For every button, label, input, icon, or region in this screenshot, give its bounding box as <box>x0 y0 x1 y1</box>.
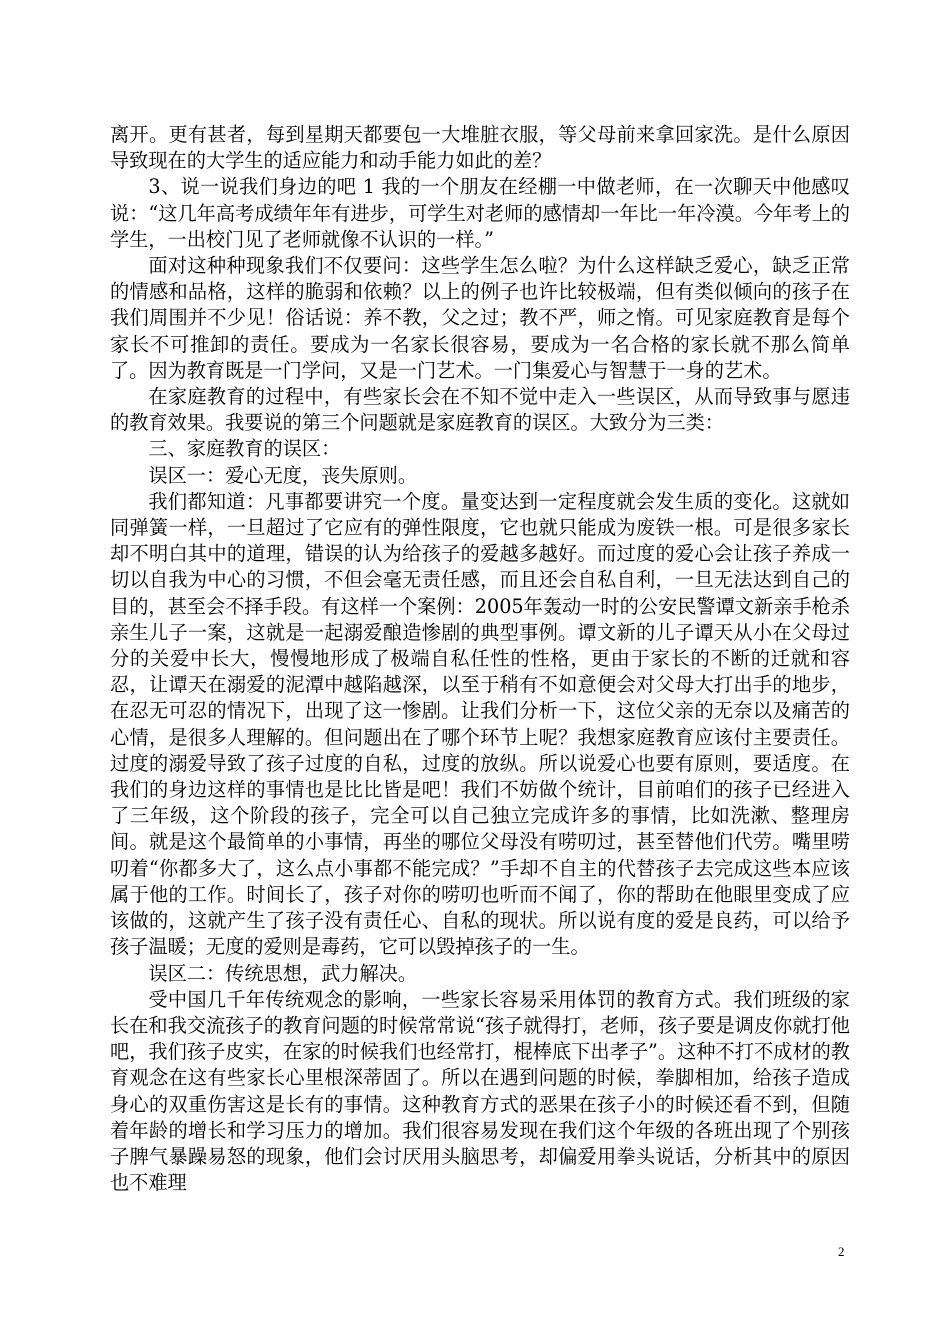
paragraph: 我们都知道：凡事都要讲究一个度。量变达到一定程度就会发生质的变化。这就如同弹簧一样，一旦超过了它应有的弹性限度，它也就只能成为废铁一根。可是很多家长却不明白其中的道理，错误的认为给孩子的爱越多越好。而过度的爱心会让孩子养成一切以自我为中心的习惯，不但会毫无责任感，而且还会自私自利，一旦无法达到自己的目的，甚至会不择手段。有这样一个案例：2005年轰动一时的公安民警谭文新亲手枪杀亲生儿子一案，这就是一起溺爱酿造惨剧的典型事例。谭文新的儿子谭天从小在父母过分的关爱中长大，慢慢地形成了极端自私任性的性格，更由于家长的不断的迁就和容忍，让谭天在溺爱的泥潭中越陷越深，以至于稍有不如意便会对父母大打出手的地步，在忍无可忍的情况下，出现了这一惨剧。让我们分析一下，这位父亲的无奈以及痛苦的心情，是很多人理解的。但问题出在了哪个环节上呢？我想家庭教育应该付主要责任。过度的溺爱导致了孩子过度的自私，过度的放纵。所以说爱心也要有原则，要适度。在我们的身边这样的事情也是比比皆是吧！我们不妨做个统计，目前咱们的孩子已经进入了三年级，这个阶段的孩子，完全可以自己独立完成许多的事情，比如洗漱、整理房间。就是这个最简单的小事情，再坐的哪位父母没有唠叨过，甚至替他们代劳。嘴里唠叨着“你都多大了，这么点小事都不能完成？”手却不自主的代替孩子去完成这些本应该属于他的工作。时间长了，孩子对你的唠叨也听而不闻了，你的帮助在他眼里变成了应该做的，这就产生了孩子没有责任心、自私的现状。所以说有度的爱是良药，可以给予孩子温暖；无度的爱则是毒药，它可以毁掉孩子的一生。 <box>110 489 850 959</box>
subsection-heading: 误区二：传统思想，武力解决。 <box>148 961 418 985</box>
paragraph: 离开。更有甚者，每到星期天都要包一大堆脏衣服，等父母前来拿回家洗。是什么原因导致现在的大学生的适应能力和动手能力如此的差？ <box>110 123 850 173</box>
paragraph: 3、说一说我们身边的吧 1 我的一个朋友在经棚一中做老师，在一次聊天中他感叹说：“这几年高考成绩年年有进步，可学生对老师的感情却一年比一年冷漠。今年考上的学生，一出校门见了老师就像不认识的一样。” <box>110 175 850 251</box>
paragraph: 受中国几千年传统观念的影响，一些家长容易采用体罚的教育方式。我们班级的家长在和我交流孩子的教育问题的时候常常说“孩子就得打，老师，孩子要是调皮你就打他吧，我们孩子皮实，在家的时候我们也经常打，棍棒底下出孝子”。这种不打不成材的教育观念在这有些家长心里根深蒂固了。所以在遇到问题的时候，拳脚相加，给孩子造成身心的双重伤害这是长有的事情。这种教育方式的恶果在孩子小的时候还看不到，但随着年龄的增长和学习压力的增加。我们很容易发现在我们这个年级的各班出现了个别孩子脾气暴躁易怒的现象，他们会讨厌用头脑思考，却偏爱用拳头说话，分析其中的原因也不难理 <box>110 987 850 1195</box>
paragraph: 面对这种种现象我们不仅要问：这些学生怎么啦？为什么这样缺乏爱心，缺乏正常的情感和品格，这样的脆弱和依赖？以上的例子也许比较极端，但有类似倾向的孩子在我们周围并不少见！俗话说：养不教，父之过；教不严，师之惰。可见家庭教育是每个家长不可推卸的责任。要成为一名家长很容易，要成为一名合格的家长就不那么简单了。因为教育既是一门学问，又是一门艺术。一门集爱心与智慧于一身的艺术。 <box>110 254 850 382</box>
page-number: 2 <box>838 1244 845 1259</box>
paragraph: 在家庭教育的过程中，有些家长会在不知不觉中走入一些误区，从而导致事与愿违的教育效果。我要说的第三个问题就是家庭教育的误区。大致分为三类： <box>110 385 850 435</box>
section-heading: 三、家庭教育的误区： <box>148 437 341 461</box>
body-text <box>110 122 850 1196</box>
subsection-heading: 误区一：爱心无度，丧失原则。 <box>148 463 418 487</box>
